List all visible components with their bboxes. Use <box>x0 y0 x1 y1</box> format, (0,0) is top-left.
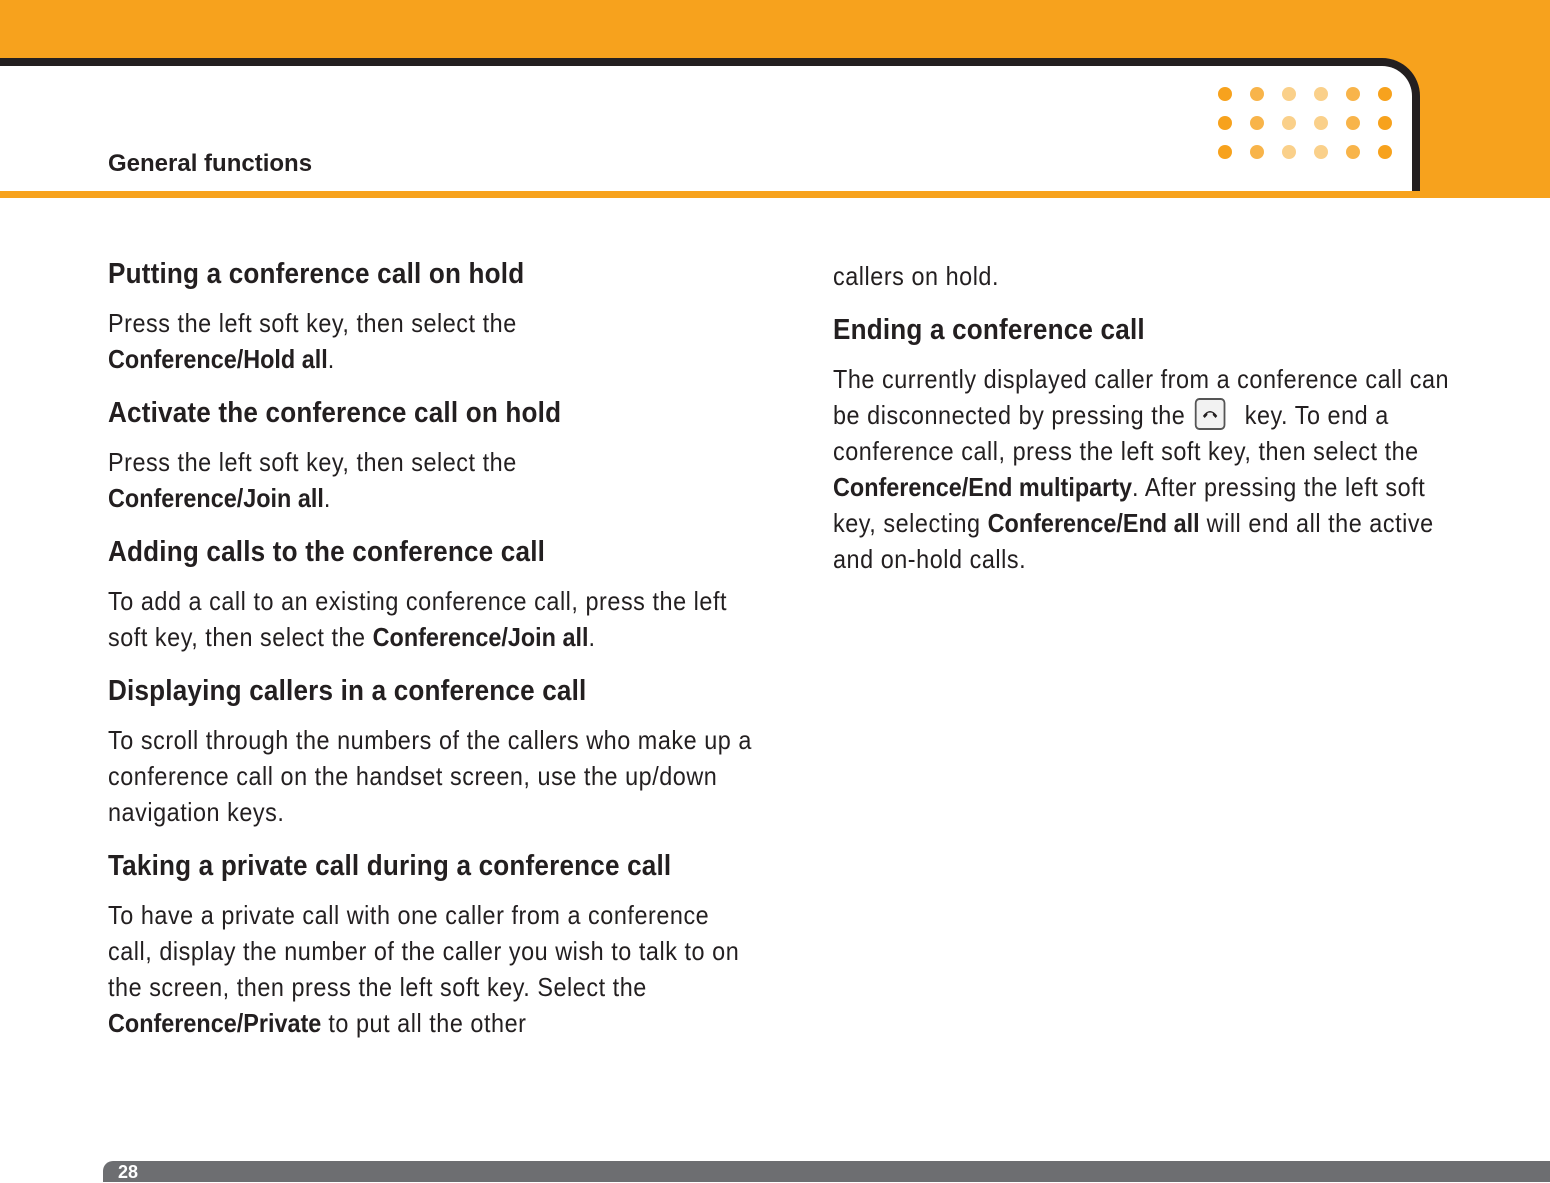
decor-dot <box>1378 116 1392 130</box>
body-text: To add a call to an existing conference call, press the left soft key, then select the <box>108 586 728 652</box>
decor-dot <box>1346 145 1360 159</box>
section <box>108 536 758 655</box>
body-text: key. To end a conference call, press the left soft key, then select the <box>833 400 1419 467</box>
body-text: . After pressing the left soft key, selecting <box>833 472 1426 539</box>
section <box>108 850 758 1041</box>
decor-dot <box>1218 116 1232 130</box>
section-body <box>108 305 757 377</box>
continuation-text: callers on hold. <box>833 261 1000 291</box>
end-call-key-icon <box>1194 398 1225 430</box>
body-text: . <box>327 344 335 374</box>
decor-dot <box>1218 87 1232 101</box>
body-text: To have a private call with one caller from a conference call, display the number of the caller you wish to talk to on the screen, then press the left soft key. Select the <box>108 900 740 1002</box>
section-label: General functions <box>108 150 313 177</box>
body-text: to put all the other <box>321 1008 527 1038</box>
menu-path: Conference/Join all <box>372 622 589 652</box>
section-heading: Adding calls to the conference call <box>108 536 546 568</box>
dot-grid-icon <box>1218 87 1393 162</box>
section <box>108 397 758 516</box>
menu-path: Conference/Hold all <box>108 344 328 374</box>
decor-dot <box>1250 116 1264 130</box>
section-heading-ending: Ending a conference call <box>833 314 1145 346</box>
decor-dot <box>1346 116 1360 130</box>
decor-dot <box>1250 87 1264 101</box>
decor-dot <box>1282 145 1296 159</box>
decor-dot <box>1250 145 1264 159</box>
footer-bar <box>103 1161 1550 1182</box>
section-body <box>108 722 757 830</box>
decor-dot <box>1378 87 1392 101</box>
right-column <box>833 258 1473 597</box>
decor-dot <box>1314 87 1328 101</box>
decor-dot <box>1218 145 1232 159</box>
body-text: The currently displayed caller from a conference call can be disconnected by pressing the <box>833 364 1450 430</box>
decor-dot <box>1378 145 1392 159</box>
section-body <box>108 897 757 1041</box>
body-text: Press the left soft key, then select the <box>108 308 517 338</box>
section-body <box>108 583 757 655</box>
section-heading: Taking a private call during a conference call <box>108 850 672 882</box>
body-text: To scroll through the numbers of the callers who make up a conference call on the handset screen, use the up/down navigation keys. <box>108 725 752 827</box>
section-heading: Displaying callers in a conference call <box>108 675 587 707</box>
section <box>108 675 758 830</box>
section-body-ending <box>833 361 1472 577</box>
menu-path: Conference/Private <box>108 1008 322 1038</box>
body-text: . <box>588 622 596 652</box>
section-body <box>108 444 757 516</box>
header-rule <box>0 191 1550 198</box>
page-number: 28 <box>118 1162 139 1182</box>
menu-path: Conference/Join all <box>108 483 324 513</box>
body-text: Press the left soft key, then select the <box>108 447 517 477</box>
section-heading: Putting a conference call on hold <box>108 258 525 290</box>
decor-dot <box>1282 116 1296 130</box>
left-column <box>108 258 758 1061</box>
menu-path: Conference/End multiparty <box>833 472 1133 503</box>
decor-dot <box>1282 87 1296 101</box>
section <box>108 258 758 377</box>
body-text: . <box>323 483 331 513</box>
menu-path: Conference/End all <box>987 508 1200 539</box>
body-text: will end all the active and on-hold calls. <box>833 508 1434 575</box>
decor-dot <box>1346 87 1360 101</box>
section-heading: Activate the conference call on hold <box>108 397 562 429</box>
decor-dot <box>1314 116 1328 130</box>
decor-dot <box>1314 145 1328 159</box>
